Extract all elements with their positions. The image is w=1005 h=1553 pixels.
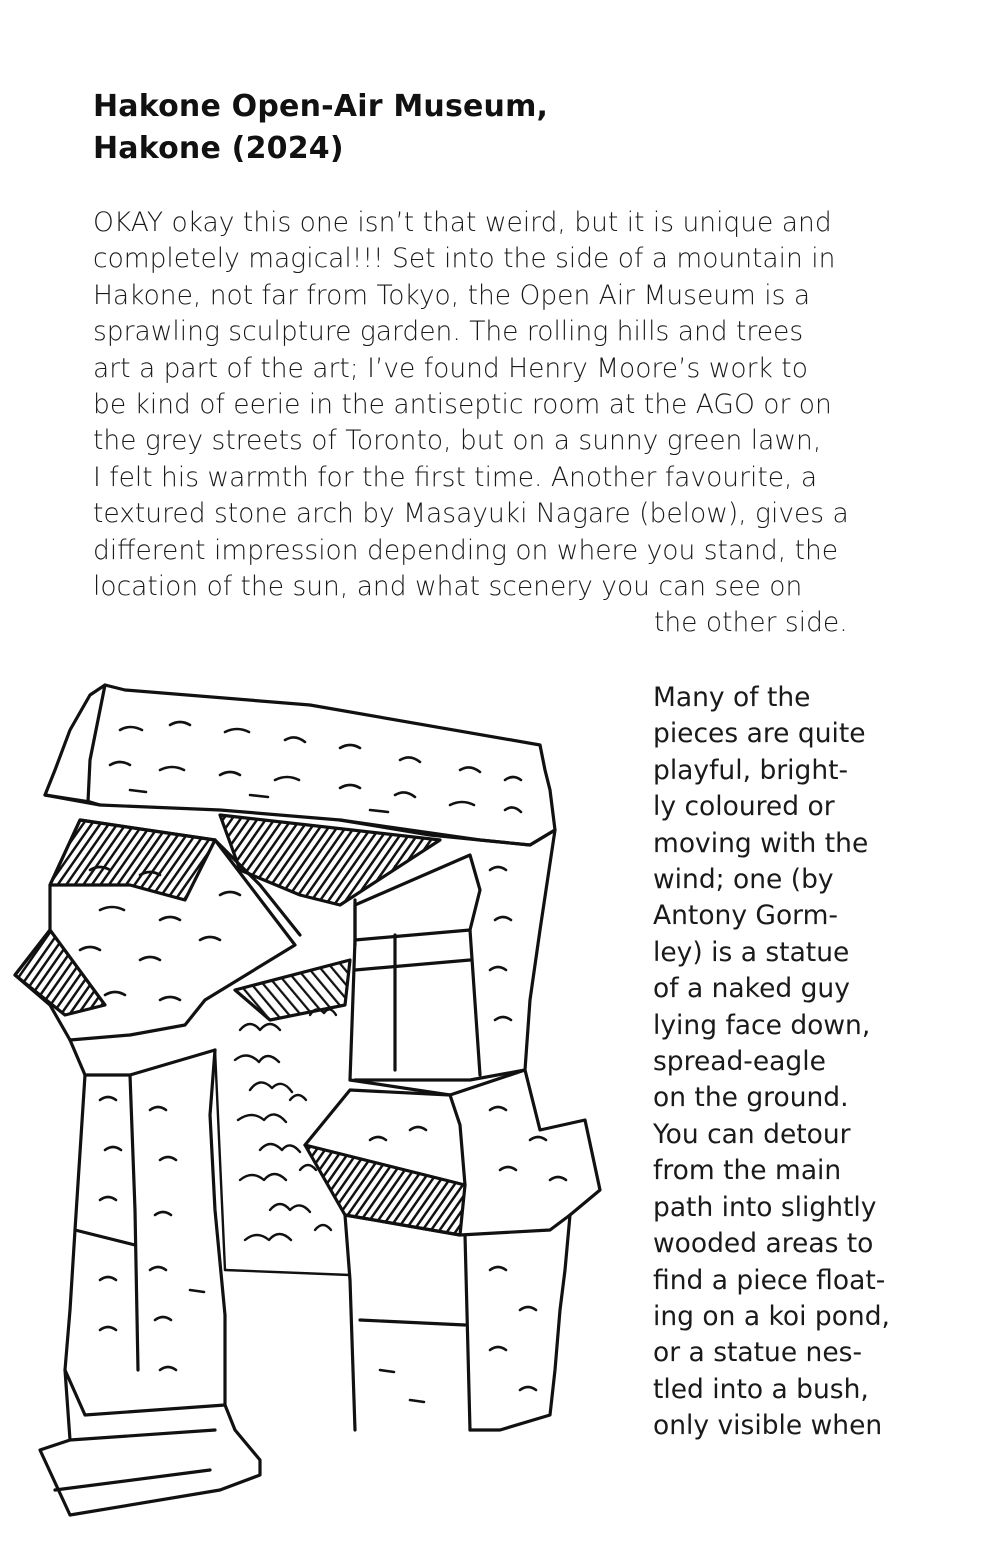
body-line: I felt his warmth for the first time. Another favourite, a: [93, 461, 818, 493]
top-slab: [45, 685, 555, 845]
body-line: the other side.: [654, 607, 848, 639]
shadow-left-diamond: [15, 930, 105, 1015]
right-lower-block: [305, 1070, 600, 1430]
body-line: art a part of the art; I’ve found Henry Moore’s work to: [93, 352, 808, 384]
arch-opening-foliage: [215, 1009, 350, 1275]
page-title: [93, 86, 793, 170]
side-line: lying face down,: [653, 1009, 871, 1041]
side-line: Antony Gorm-: [653, 900, 838, 932]
side-line: or a statue nes-: [653, 1337, 863, 1369]
side-line: moving with the: [653, 827, 869, 859]
body-line: be kind of eerie in the antiseptic room at the AGO or on: [93, 389, 832, 421]
stone-arch-illustration: [10, 670, 630, 1530]
side-line: tled into a bush,: [653, 1373, 869, 1405]
body-line: completely magical!!! Set into the side of a mountain in: [93, 243, 836, 275]
side-line: ly coloured or: [653, 791, 835, 823]
body-line: textured stone arch by Masayuki Nagare (below), gives a: [93, 498, 849, 530]
intro-paragraph: [93, 205, 953, 642]
title-line: Hakone Open-Air Museum,: [93, 89, 549, 124]
side-line: spread-eagle: [653, 1046, 826, 1078]
body-line: sprawling sculpture garden. The rolling hills and trees: [93, 316, 804, 348]
side-line: only visible when: [653, 1410, 883, 1442]
side-line: Many of the: [653, 682, 811, 713]
side-line: playful, bright-: [653, 754, 849, 786]
title-line: Hakone (2024): [93, 131, 344, 166]
side-line: on the ground.: [653, 1082, 849, 1114]
side-line: find a piece float-: [653, 1264, 886, 1296]
side-paragraph: [653, 680, 993, 1445]
body-line: Hakone, not far from Tokyo, the Open Air Museum is a: [93, 279, 811, 311]
side-line: of a naked guy: [653, 973, 850, 1005]
side-line: wind; one (by: [653, 864, 834, 896]
left-pillar: [40, 1050, 260, 1515]
stone-texture: [80, 722, 566, 1402]
body-line: location of the sun, and what scenery you can see on: [93, 571, 803, 603]
body-line: the grey streets of Toronto, but on a sunny green lawn,: [93, 425, 822, 457]
side-line: path into slightly: [653, 1191, 877, 1223]
side-line: ley) is a statue: [653, 936, 850, 968]
body-line: different impression depending on where you stand, the: [93, 534, 839, 566]
side-line: You can detour: [653, 1118, 851, 1150]
body-line: OKAY okay this one isn’t that weird, but it is unique and: [93, 207, 832, 238]
side-line: pieces are quite: [653, 718, 866, 750]
side-line: ing on a koi pond,: [653, 1300, 890, 1332]
side-line: wooded areas to: [653, 1228, 874, 1260]
side-line: from the main: [653, 1155, 842, 1187]
